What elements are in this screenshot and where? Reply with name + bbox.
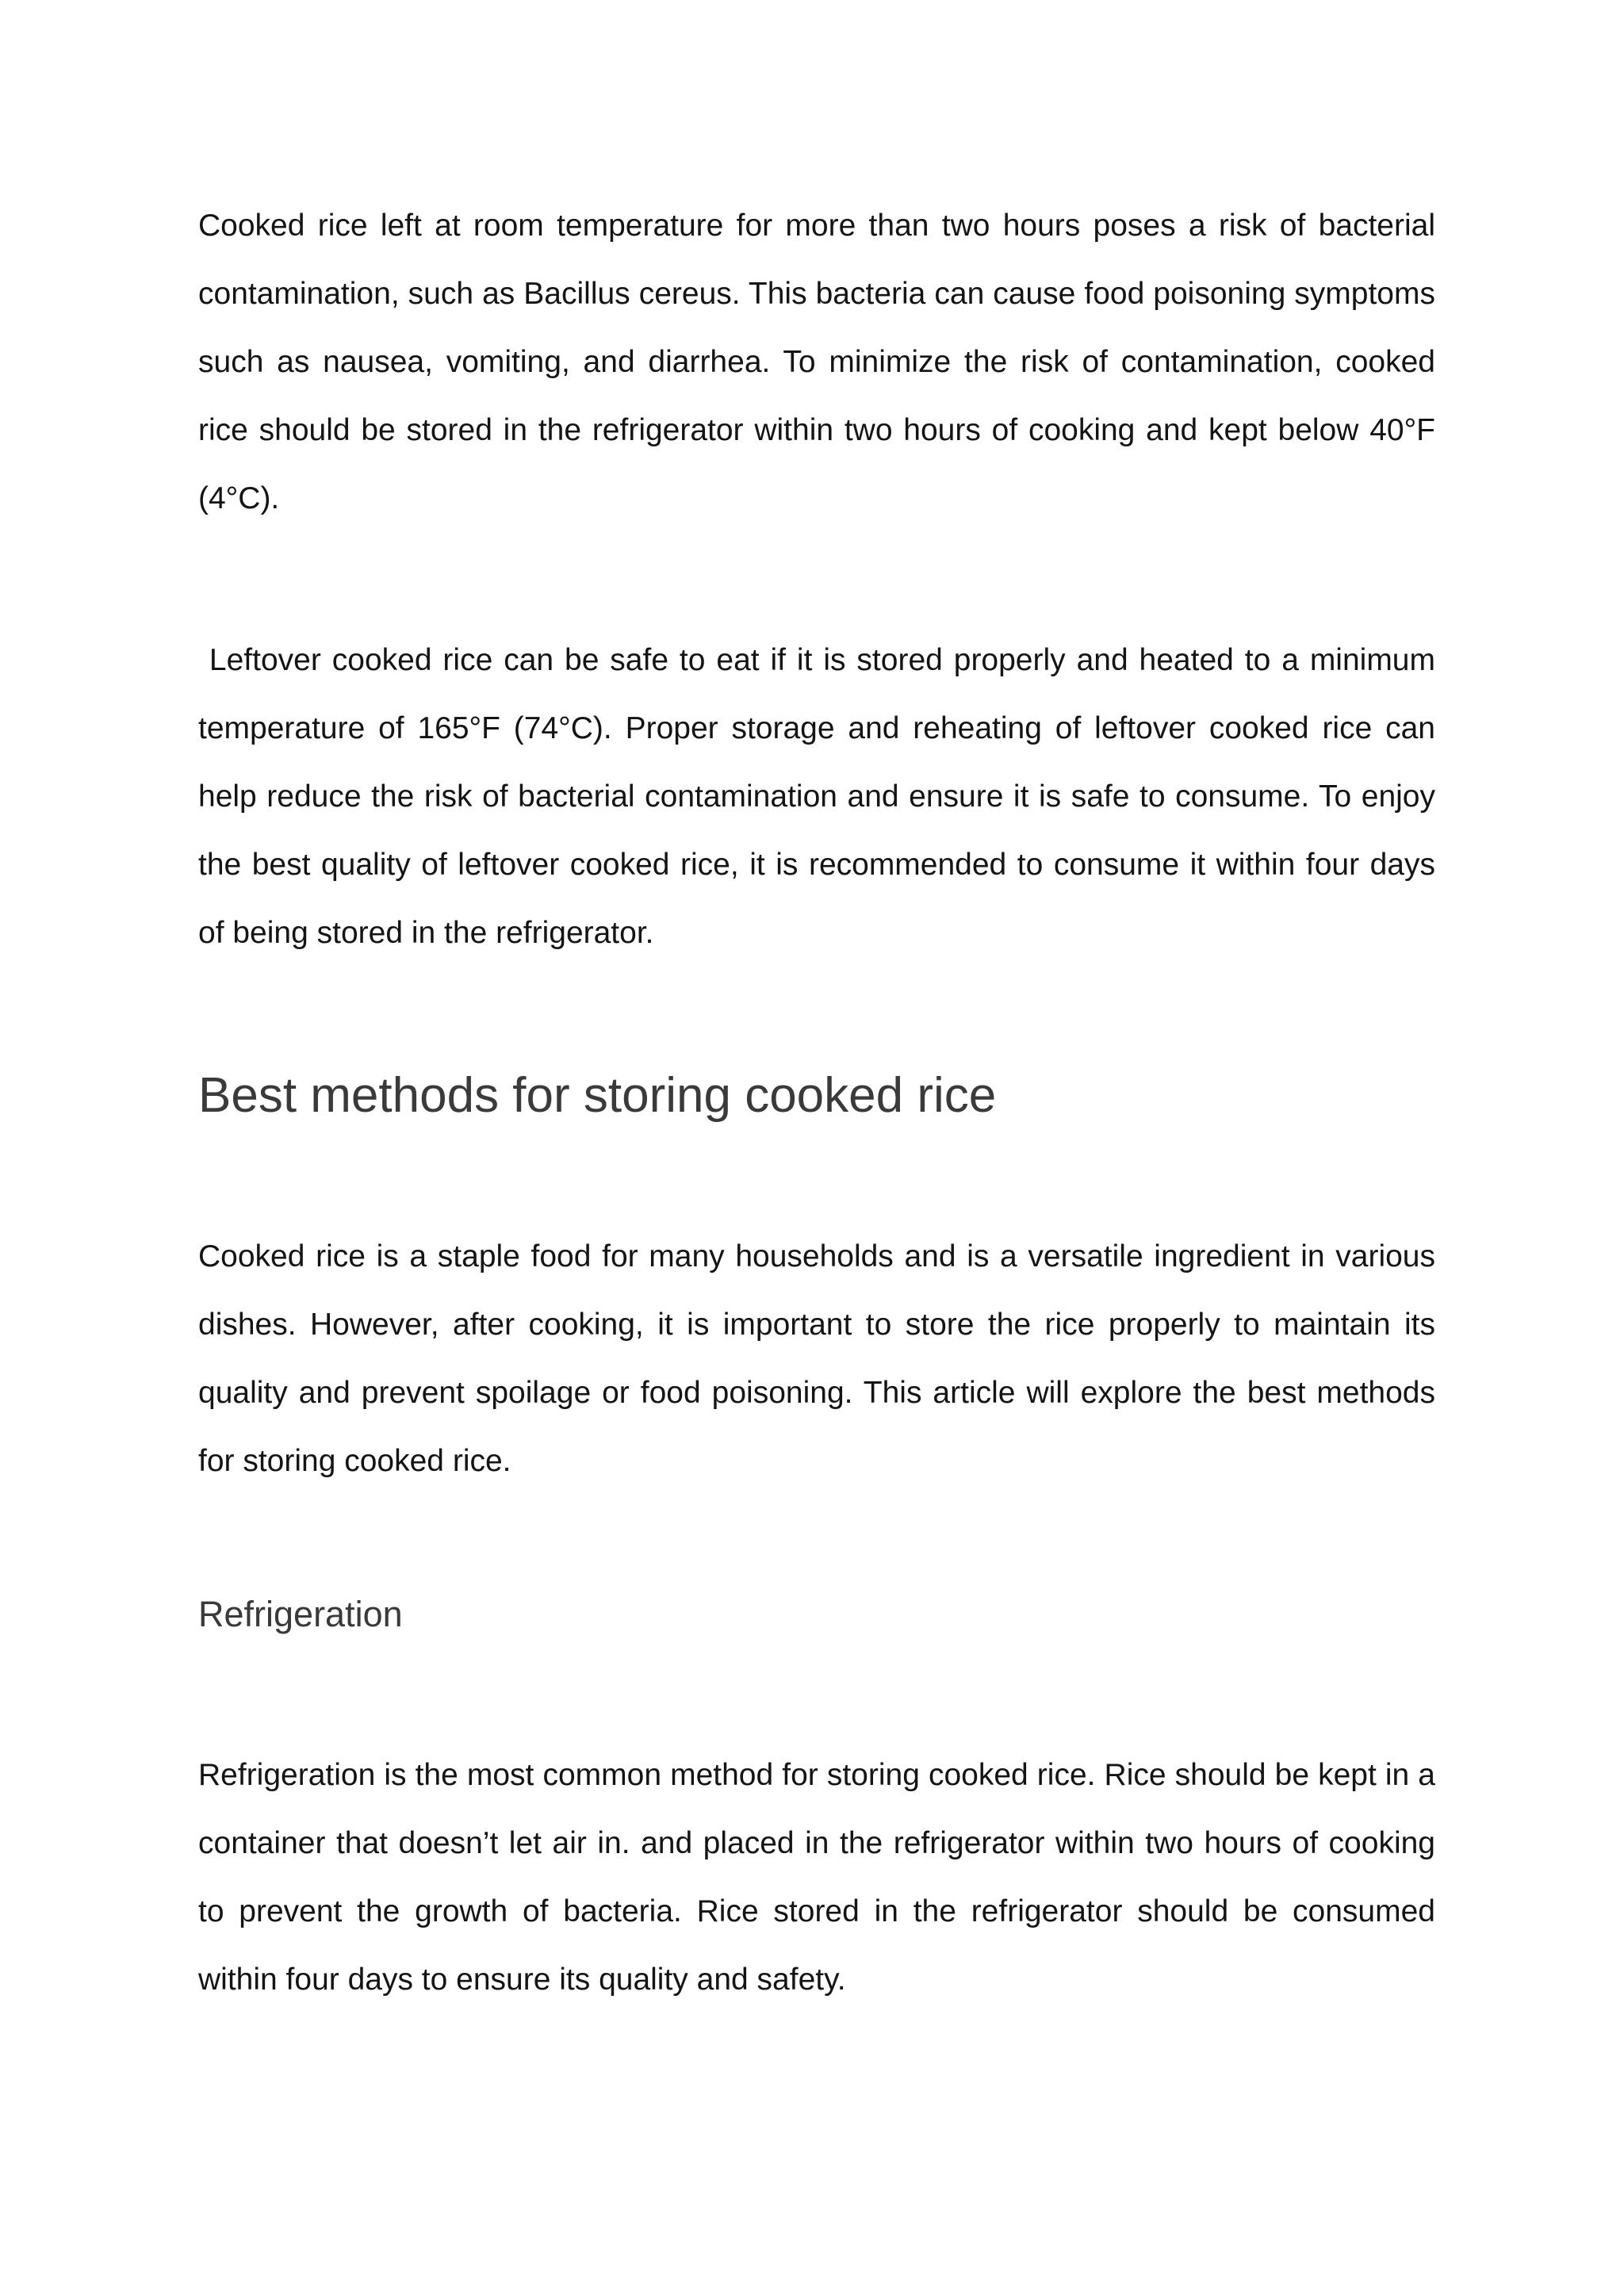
- heading-best-methods: Best methods for storing cooked rice: [198, 1068, 997, 1123]
- paragraph-intro-storage: Cooked rice is a staple food for many households and is a versatile ingredient in various dishes. However, after cooking, it is important to store the rice properly to maintain its quality and prevent spoilage or food poisoning. This article will explore the best methods for storing cooked rice.: [198, 1239, 1435, 1478]
- paragraph-refrigeration: Refrigeration is the most common method for storing cooked rice. Rice should be kept in a container that doesn’t let air in. and placed in the refrigerator within two hours of cooking to prevent the growth of bacteria. Rice stored in the refrigerator should be consumed within four days to ensure its quality and safety.: [198, 1758, 1435, 1997]
- paragraph-leftover-safety: Leftover cooked rice can be safe to eat if it is stored properly and heated to a minimum temperature of 165°F (74°C). Proper storage and reheating of leftover cooked rice can help reduce the risk of bacterial contamination and ensure it is safe to consume. To enjoy the best quality of leftover cooked rice, it is recommended to consume it within four days of being stored in the refrigerator.: [198, 643, 1435, 950]
- heading-refrigeration: Refrigeration: [198, 1594, 403, 1634]
- document-page: [198, 192, 1435, 2014]
- paragraph-bacterial-risk: Cooked rice left at room temperature for more than two hours poses a risk of bacterial contamination, such as Bacillus cereus. This bacteria can cause food poisoning symptoms such as nausea, vomiting, and diarrhea. To minimize the risk of contamination, cooked rice should be stored in the refrigerator within two hours of cooking and kept below 40°F (4°C).: [198, 209, 1435, 515]
